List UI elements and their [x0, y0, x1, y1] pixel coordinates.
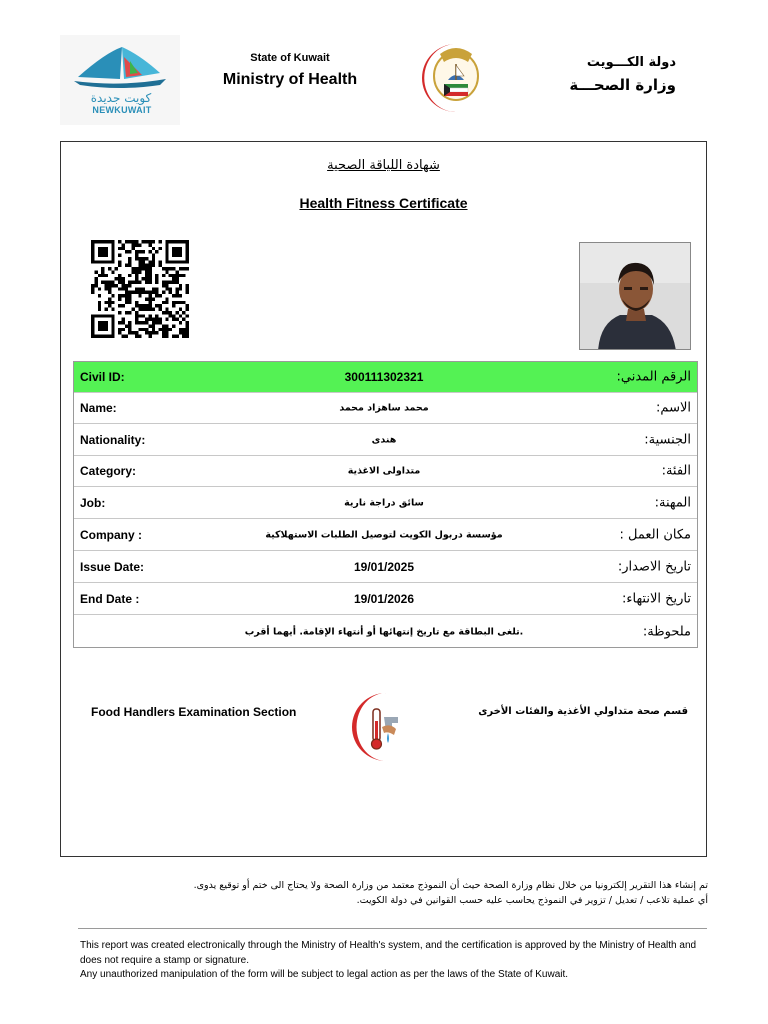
table-row-company: [74, 519, 697, 551]
new-kuwait-logo: [60, 35, 180, 125]
disclaimer-ar: [108, 878, 708, 908]
table-row-nationality: [74, 424, 697, 456]
row-value: سائق دراجة نارية: [344, 497, 424, 508]
row-value: متداولى الاغذية: [347, 465, 421, 477]
row-label-ar: الاسم:: [656, 400, 691, 416]
row-label-ar: الرقم المدني:: [616, 369, 691, 385]
row-value: هندى: [371, 434, 397, 445]
certificate-title-ar: شهادة اللياقة الصحية: [327, 158, 440, 173]
holder-photo: [579, 242, 691, 350]
row-label-ar: المهنة:: [654, 495, 691, 510]
row-label-en: Civil ID:: [80, 370, 125, 384]
table-row-end-date: [74, 583, 697, 615]
row-label-en: End Date :: [80, 591, 140, 606]
table-row-civil-id: [74, 362, 697, 393]
disclaimer-ar-line: تم إنشاء هذا التقرير إلكترونيا من خلال نظام وزارة الصحة حيث أن النموذج معتمد من وزارة الصحة ولا يحتاج الى ختم أو توقيع يدوى.: [193, 880, 708, 891]
row-value: .تلغى البطاقة مع تاريخ إنتهائها أو أنتهاء الإقامة. أيهما أقرب: [244, 626, 524, 638]
disclaimer-en-line: Any unauthorized manipulation of the form will be subject to legal action as per the laws of the State of Kuwait.: [80, 969, 569, 980]
row-label-en: Nationality:: [80, 432, 146, 447]
kuwait-emblem-icon: [420, 40, 492, 116]
row-label-ar: مكان العمل :: [619, 527, 691, 542]
disclaimer-en: [80, 939, 700, 983]
row-label-en: Job:: [80, 495, 106, 510]
details-table: [73, 361, 698, 648]
row-value: 19/01/2025: [353, 559, 415, 574]
row-label-en: Issue Date:: [80, 559, 145, 574]
table-row-job: [74, 487, 697, 519]
food-handlers-logo-icon: [346, 687, 416, 767]
row-label-en: Category:: [80, 464, 137, 478]
certificate-frame: [60, 141, 707, 857]
row-value: 19/01/2026: [353, 591, 415, 606]
person-photo-icon: [580, 243, 691, 350]
row-label-ar: ملحوظة:: [642, 624, 691, 640]
table-row-category: [74, 456, 697, 487]
row-value: محمد ساهزاد محمد: [339, 402, 429, 414]
row-label-ar: الجنسية:: [644, 432, 691, 447]
table-row-name: [74, 393, 697, 424]
row-label-ar: تاريخ الاصدار:: [617, 559, 691, 574]
logo-text-ar: كويت جديدة: [90, 91, 152, 105]
footer-divider: [78, 928, 707, 929]
row-label-ar: الفئة:: [661, 463, 691, 479]
certificate-title-en: Health Fitness Certificate: [299, 195, 468, 211]
qr-code: [89, 240, 191, 338]
row-value: مؤسسة دربول الكويت لتوصيل الطلبات الاستهلاكية: [265, 529, 503, 540]
ministry-title-ar: وزارة الصحـــة: [569, 76, 676, 94]
row-label-en: Company :: [80, 527, 143, 542]
row-label-en: Name:: [80, 401, 117, 415]
table-row-issue-date: [74, 551, 697, 583]
ministry-title-en: Ministry of Health: [222, 71, 358, 88]
section-title-en: Food Handlers Examination Section: [91, 705, 297, 719]
state-title-en: State of Kuwait: [250, 52, 330, 64]
table-row-note: [74, 615, 697, 649]
disclaimer-ar-line: أي عملية تلاعب / تعديل / تزوير في النموذج يحاسب عليه حسب القوانين في دولة الكويت.: [356, 895, 708, 906]
state-title-ar: دولة الكـــويت: [586, 55, 676, 70]
section-title-ar: قسم صحة متداولي الأغذية والفئات الأخرى: [478, 706, 688, 717]
disclaimer-en-line: This report was created electronically through the Ministry of Health's system, and the certification is approved by the Ministry of Health and does not require a stamp or signature.: [80, 940, 697, 966]
row-label-ar: تاريخ الانتهاء:: [621, 591, 691, 606]
logo-text-en: NEWKUWAIT: [92, 105, 152, 115]
row-value: 300111302321: [344, 370, 424, 384]
